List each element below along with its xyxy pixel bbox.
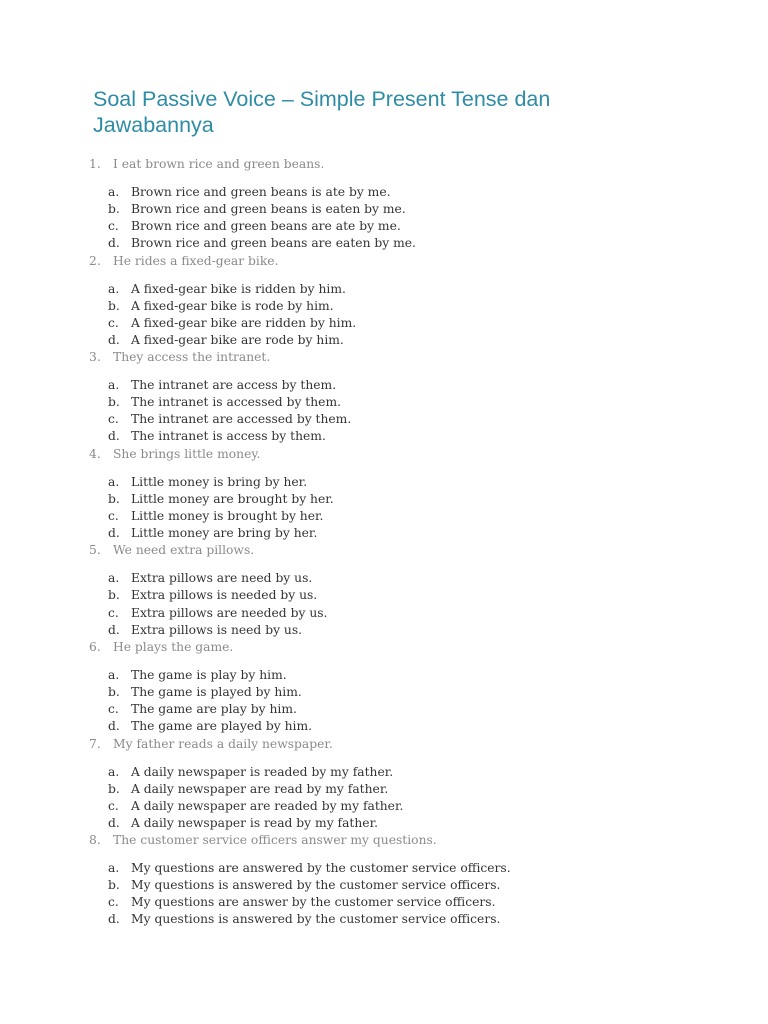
- question-text: The customer service officers answer my questions.: [113, 833, 437, 848]
- option-letter: a.: [108, 571, 120, 586]
- option-text: The intranet are accessed by them.: [131, 412, 352, 427]
- option-text: The intranet is accessed by them.: [131, 395, 342, 410]
- option-item: [0, 235, 768, 252]
- option-letter: d.: [108, 622, 120, 637]
- option-item: [0, 798, 768, 815]
- option-text: Brown rice and green beans is ate by me.: [131, 185, 391, 199]
- option-text: A daily newspaper are read by my father.: [131, 781, 389, 796]
- option-text: My questions are answer by the customer service officers.: [131, 895, 496, 910]
- option-letter: b.: [108, 878, 120, 893]
- option-item: [0, 587, 768, 604]
- option-item: [0, 315, 768, 332]
- option-item: [0, 570, 768, 587]
- question-text: She brings little money.: [113, 446, 261, 461]
- option-item: [0, 491, 768, 508]
- option-letter: d.: [108, 332, 120, 347]
- option-text: The game is played by him.: [131, 685, 302, 700]
- option-item: [0, 411, 768, 428]
- question-item: [0, 541, 768, 638]
- question-item: [0, 155, 768, 252]
- option-text: Little money is brought by her.: [131, 508, 324, 523]
- option-letter: a.: [108, 474, 120, 489]
- question-number: 1.: [89, 157, 101, 171]
- option-text: Extra pillows is needed by us.: [131, 588, 318, 603]
- option-list: [0, 377, 768, 445]
- option-item: [0, 860, 768, 877]
- option-letter: c.: [108, 508, 119, 523]
- question-text: I eat brown rice and green beans.: [113, 157, 325, 171]
- option-list: [0, 764, 768, 832]
- question-number: 2.: [89, 253, 101, 268]
- option-item: [0, 377, 768, 394]
- option-item: [0, 428, 768, 445]
- question-text: They access the intranet.: [113, 350, 271, 365]
- option-item: [0, 218, 768, 235]
- option-text: A daily newspaper are readed by my father.: [131, 798, 404, 813]
- option-item: [0, 877, 768, 894]
- option-text: A daily newspaper is readed by my father.: [131, 764, 394, 779]
- question-item: [0, 831, 768, 928]
- option-list: [0, 860, 768, 928]
- option-text: A fixed-gear bike are rode by him.: [131, 332, 344, 347]
- option-text: A fixed-gear bike is ridden by him.: [131, 281, 346, 296]
- option-item: [0, 718, 768, 735]
- question-text: He plays the game.: [113, 639, 234, 654]
- option-text: The game are play by him.: [131, 702, 297, 717]
- question-text: He rides a fixed-gear bike.: [113, 253, 279, 268]
- option-text: Brown rice and green beans are eaten by me.: [131, 236, 416, 251]
- option-letter: d.: [108, 429, 120, 444]
- question-item: [0, 348, 768, 445]
- option-text: Extra pillows are needed by us.: [131, 605, 328, 620]
- option-letter: c.: [108, 798, 119, 813]
- question-number: 4.: [89, 446, 101, 461]
- option-letter: c.: [108, 412, 119, 427]
- option-letter: d.: [108, 912, 120, 927]
- option-letter: c.: [108, 702, 119, 717]
- option-letter: b.: [108, 685, 120, 700]
- option-letter: d.: [108, 719, 120, 734]
- option-letter: b.: [108, 395, 120, 410]
- question-number: 6.: [89, 639, 101, 654]
- option-text: Extra pillows are need by us.: [131, 571, 313, 586]
- option-text: A fixed-gear bike are ridden by him.: [131, 315, 357, 330]
- option-letter: c.: [108, 315, 119, 330]
- option-letter: c.: [108, 219, 119, 234]
- option-item: [0, 298, 768, 315]
- option-item: [0, 764, 768, 781]
- option-letter: c.: [108, 605, 119, 620]
- option-text: My questions is answered by the customer service officers.: [131, 912, 501, 927]
- option-item: [0, 394, 768, 411]
- option-text: The game is play by him.: [131, 667, 287, 682]
- option-letter: d.: [108, 236, 120, 251]
- option-item: [0, 684, 768, 701]
- option-letter: c.: [108, 895, 119, 910]
- option-item: [0, 281, 768, 298]
- option-letter: a.: [108, 667, 120, 682]
- option-text: A daily newspaper is read by my father.: [131, 815, 379, 830]
- option-item: [0, 894, 768, 911]
- option-item: [0, 911, 768, 928]
- option-text: Little money are bring by her.: [131, 526, 318, 541]
- question-number: 7.: [89, 736, 101, 751]
- option-letter: d.: [108, 526, 120, 541]
- page-title: Soal Passive Voice – Simple Present Tense dan Jawabannya: [93, 87, 551, 137]
- option-list: [0, 474, 768, 542]
- question-number: 5.: [89, 543, 101, 558]
- option-text: Brown rice and green beans is eaten by me.: [131, 202, 406, 217]
- option-letter: a.: [108, 281, 120, 296]
- option-item: [0, 525, 768, 542]
- option-list: [0, 667, 768, 735]
- option-text: My questions is answered by the customer service officers.: [131, 878, 501, 893]
- option-text: Little money are brought by her.: [131, 491, 334, 506]
- question-number: 3.: [89, 350, 101, 365]
- option-letter: b.: [108, 202, 120, 217]
- option-letter: a.: [108, 764, 120, 779]
- option-letter: b.: [108, 781, 120, 796]
- option-item: [0, 184, 768, 201]
- option-letter: a.: [108, 378, 120, 393]
- question-item: [0, 445, 768, 542]
- question-text: We need extra pillows.: [113, 543, 255, 558]
- option-text: My questions are answered by the customer service officers.: [131, 861, 511, 876]
- option-text: Little money is bring by her.: [131, 474, 308, 489]
- question-list: [0, 155, 768, 928]
- option-item: [0, 667, 768, 684]
- option-text: The intranet are access by them.: [131, 378, 337, 393]
- question-item: [0, 252, 768, 349]
- option-list: [0, 184, 768, 252]
- option-item: [0, 474, 768, 491]
- question-item: [0, 735, 768, 832]
- option-list: [0, 570, 768, 638]
- option-text: Extra pillows is need by us.: [131, 622, 303, 637]
- option-item: [0, 701, 768, 718]
- option-letter: a.: [108, 861, 120, 876]
- option-letter: d.: [108, 815, 120, 830]
- question-item: [0, 638, 768, 735]
- option-letter: b.: [108, 491, 120, 506]
- option-letter: b.: [108, 298, 120, 313]
- option-text: The game are played by him.: [131, 719, 313, 734]
- option-item: [0, 508, 768, 525]
- option-item: [0, 605, 768, 622]
- option-letter: b.: [108, 588, 120, 603]
- option-item: [0, 622, 768, 639]
- option-text: The intranet is access by them.: [131, 429, 326, 444]
- option-item: [0, 815, 768, 832]
- question-text: My father reads a daily newspaper.: [113, 736, 333, 751]
- option-list: [0, 281, 768, 349]
- option-item: [0, 332, 768, 349]
- option-item: [0, 201, 768, 218]
- option-text: A fixed-gear bike is rode by him.: [131, 298, 334, 313]
- option-letter: a.: [108, 185, 120, 199]
- question-number: 8.: [89, 833, 101, 848]
- option-text: Brown rice and green beans are ate by me.: [131, 219, 401, 234]
- option-item: [0, 781, 768, 798]
